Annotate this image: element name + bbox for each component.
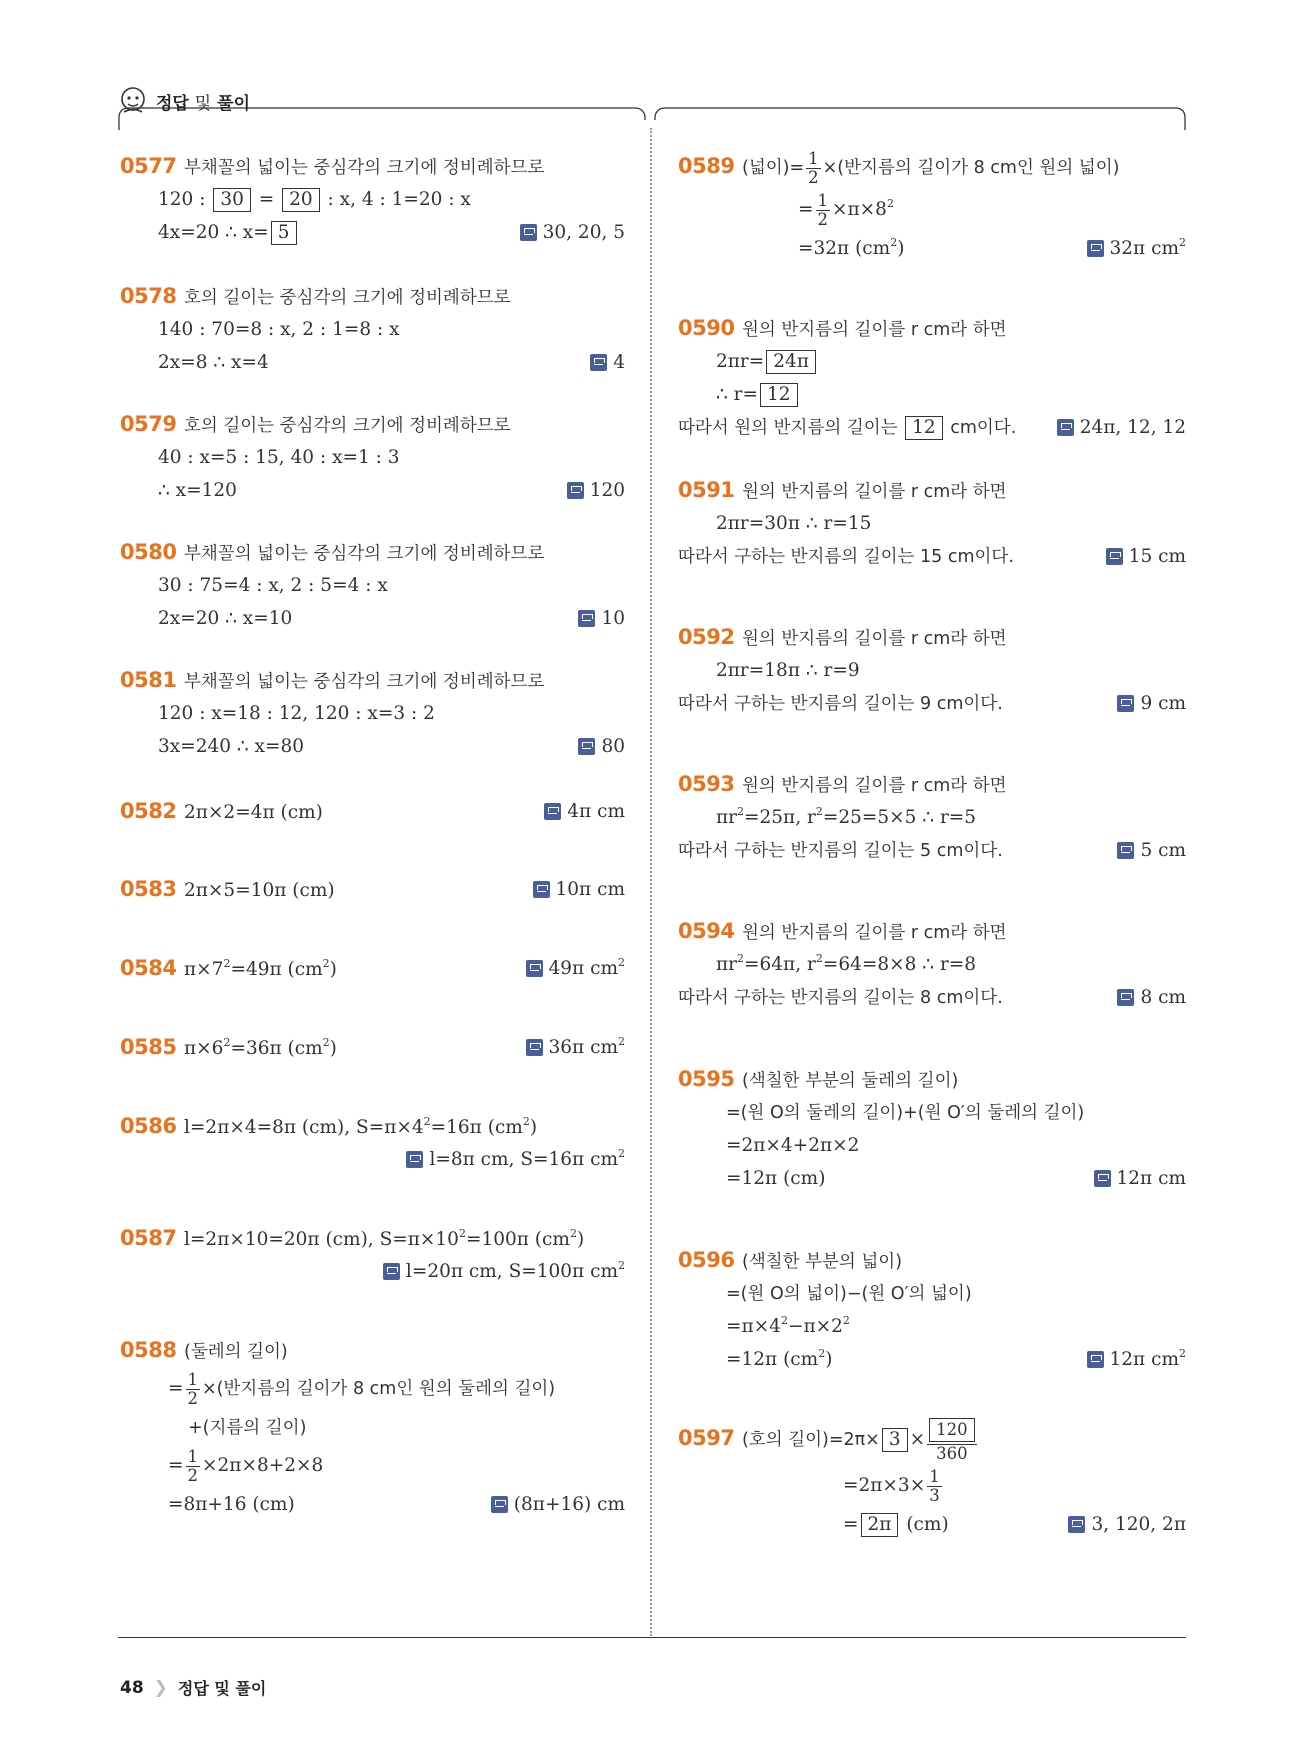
answer-icon [520, 224, 537, 241]
problem-0590 [678, 312, 1186, 444]
answer-icon [406, 1151, 423, 1168]
problem-text: 2π×2=4π (cm) [184, 802, 323, 823]
problem-0580 [120, 536, 625, 635]
problem-text: (색칠한 부분의 둘레의 길이) [742, 1071, 959, 1091]
problem-text: 호의 길이는 중심각의 크기에 정비례하므로 [184, 416, 511, 436]
fraction: $\frac{1}{2}$ [187, 1369, 199, 1408]
answer: 8 cm [1117, 981, 1186, 1014]
problem-0582 [120, 795, 625, 828]
problem-line: 120 : 30 = 20 : x, 4 : 1=20 : x [158, 189, 471, 210]
problem-text: 원의 반지름의 길이를 r cm라 하면 [742, 629, 1007, 649]
answer: l=8π cm, S=16π $cm^2$ [406, 1143, 625, 1176]
answer-icon [1117, 842, 1134, 859]
answer-icon [533, 881, 550, 898]
answer: l=20π cm, S=100π $cm^2$ [383, 1255, 625, 1288]
problem-0592 [678, 621, 1186, 720]
problem-text: $\pi\times 6^2=36\pi$ $(cm^2)$ [184, 1036, 337, 1059]
problem-number: 0587 [120, 1226, 177, 1250]
problem-number: 0593 [678, 772, 735, 796]
problem-line: $\pi r^2=25\pi$, $r^2=25=5\times 5$ ∴ r=5 [716, 805, 977, 828]
answer-icon [1117, 695, 1134, 712]
problem-line: = 2π (cm) 3, 120, 2π [678, 1508, 1186, 1541]
problem-text: 부채꼴의 넓이는 중심각의 크기에 정비례하므로 [184, 158, 545, 178]
problem-number: 0597 [678, 1426, 735, 1450]
problem-0583 [120, 873, 625, 906]
problem-line: =12π (cm) 12π cm [678, 1162, 1186, 1195]
problem-line: 따라서 구하는 반지름의 길이는 5 cm이다. 5 cm [678, 834, 1186, 867]
problem-line: 따라서 구하는 반지름의 길이는 15 cm이다. 15 cm [678, 540, 1186, 573]
answer-box: 12 [905, 416, 943, 440]
problem-line: ∴ r= 12 [678, 378, 1186, 411]
answer: 32π $cm^2$ [1087, 232, 1186, 265]
answer-icon [383, 1263, 400, 1280]
answer-icon [491, 1496, 508, 1513]
problem-line: =(원 O의 둘레의 길이)+(원 O′의 둘레의 길이) [726, 1103, 1085, 1123]
answer: 15 cm [1106, 540, 1186, 573]
answer: 3, 120, 2π [1068, 1508, 1186, 1541]
problem-number: 0582 [120, 799, 177, 823]
answer-box: 20 [282, 188, 320, 212]
problem-0581 [120, 664, 625, 763]
problem-text: 원의 반지름의 길이를 r cm라 하면 [742, 923, 1007, 943]
problem-number: 0589 [678, 154, 735, 178]
problem-line: 40 : x=5 : 15, 40 : x=1 : 3 [158, 447, 400, 468]
problem-number: 0583 [120, 877, 177, 901]
answer-icon [1068, 1516, 1085, 1533]
page-number: 48 [120, 1677, 144, 1698]
answer: 24π, 12, 12 [1057, 411, 1186, 444]
answer-icon [1117, 989, 1134, 1006]
problem-line [120, 1255, 625, 1288]
problem-number: 0591 [678, 478, 735, 502]
problem-line: +(지름의 길이) [188, 1418, 307, 1438]
problem-line: $=\pi\times 4^2-\pi\times 2^2$ [726, 1314, 850, 1337]
problem-0577 [120, 150, 625, 249]
answer-box: 120 [929, 1418, 975, 1442]
fraction: $\frac{1}{2}$ [187, 1446, 199, 1485]
answer-icon [578, 610, 595, 627]
problem-line: 2πr=18π ∴ r=9 [716, 660, 860, 681]
problem-number: 0577 [120, 154, 177, 178]
problem-0585 [120, 1031, 625, 1064]
answer: 12π cm [1094, 1162, 1186, 1195]
problem-text: $\pi\times 7^2=49\pi$ $(cm^2)$ [184, 957, 337, 980]
problem-line: ∴ x=120 120 [120, 474, 625, 507]
problem-line: $\pi r^2=64\pi$, $r^2=64=8\times 8$ ∴ r=8 [716, 952, 977, 975]
problem-number: 0584 [120, 956, 177, 980]
problem-line: =2π×3× $\frac{1}{3}$ [843, 1466, 940, 1505]
problem-number: 0586 [120, 1114, 177, 1138]
problem-0594 [678, 915, 1186, 1014]
problem-number: 0590 [678, 316, 735, 340]
problem-0587 [120, 1222, 625, 1288]
problem-line: =12π $(cm^2)$ 12π $cm^2$ [678, 1343, 1186, 1376]
problem-number: 0592 [678, 625, 735, 649]
column-divider [650, 128, 652, 1636]
problem-line: =32π $(cm^2)$ 32π $cm^2$ [678, 232, 1186, 265]
problem-line: 따라서 구하는 반지름의 길이는 9 cm이다. 9 cm [678, 687, 1186, 720]
answer-icon [1106, 548, 1123, 565]
problem-line: 따라서 구하는 반지름의 길이는 8 cm이다. 8 cm [678, 981, 1186, 1014]
problem-0579 [120, 408, 625, 507]
answer-box: 2π [861, 1513, 899, 1537]
problem-line: 3x=240 ∴ x=80 80 [120, 730, 625, 763]
problem-line: 120 : x=18 : 12, 120 : x=3 : 2 [158, 703, 435, 724]
answer: 5 cm [1117, 834, 1186, 867]
problem-number: 0588 [120, 1338, 177, 1362]
answer-box: 12 [760, 383, 798, 407]
problem-line: 140 : 70=8 : x, 2 : 1=8 : x [158, 319, 400, 340]
problem-0595 [678, 1063, 1186, 1195]
answer: 4 [590, 346, 625, 379]
problem-line [120, 1143, 625, 1176]
answer-icon [1094, 1170, 1111, 1187]
problem-line: 2πr=30π ∴ r=15 [716, 513, 872, 534]
page-title: 정답 및 풀이 [156, 93, 250, 114]
answer-box: 24π [766, 350, 816, 374]
problem-number: 0585 [120, 1035, 177, 1059]
problem-line: =2π×4+2π×2 [726, 1135, 860, 1156]
problem-line: = $\frac{1}{2}$ ×(반지름의 길이가 8 cm인 원의 둘레의 길이) [168, 1369, 556, 1408]
answer: 10 [578, 602, 625, 635]
problem-0578 [120, 280, 625, 379]
answer: 80 [578, 730, 625, 763]
answer-icon [1057, 419, 1074, 436]
problem-line: 따라서 원의 반지름의 길이는 12 cm이다. 24π, 12, 12 [678, 411, 1186, 444]
answer-icon [544, 803, 561, 820]
answer-icon [578, 738, 595, 755]
problem-text: (둘레의 길이) [184, 1342, 288, 1362]
footer-title: 정답 및 풀이 [177, 1679, 267, 1698]
problem-text: l=2π×4=8π (cm), $S=\pi\times 4^2=16\pi$ $(cm^2)$ [184, 1115, 538, 1138]
problem-0597: 0597 (호의 길이)=2π× 3 × $\frac{120}{360}$ =2π×3× $\frac{1}{3}$ = 2π (cm) 3, 120, 2π [678, 1412, 1186, 1541]
problem-number: 0580 [120, 540, 177, 564]
answer-box: 30 [213, 188, 251, 212]
answer: 120 [567, 474, 625, 507]
problem-text: l=2π×10=20π (cm), $S=\pi\times 10^2=100\pi$ $(cm^2)$ [184, 1227, 585, 1250]
problem-line: 2x=8 ∴ x=4 4 [120, 346, 625, 379]
problem-0596 [678, 1244, 1186, 1376]
answer: 4π cm [544, 795, 625, 828]
problem-line: 2πr= 24π [678, 345, 1186, 378]
problem-number: 0596 [678, 1248, 735, 1272]
answer-box: 5 [271, 221, 297, 245]
answer-icon [526, 960, 543, 977]
problem-0584 [120, 952, 625, 985]
problem-0589: 0589 (넓이)= $\frac{1}{2}$ ×(반지름의 길이가 8 cm인 원의 넓이) = $\frac{1}{2}$ $\times\pi\times 8^2$ =32π $(cm^2)$ 32π $cm^2$ [678, 144, 1186, 265]
problem-line: = $\frac{1}{2}$ ×2π×8+2×8 [168, 1446, 324, 1485]
problem-line: =8π+16 (cm) (8π+16) cm [120, 1488, 625, 1521]
answer: 9 cm [1117, 687, 1186, 720]
problem-line: 4x=20 ∴ x= 5 30, 20, 5 [120, 216, 625, 249]
answer-icon [590, 354, 607, 371]
answer-icon [567, 482, 584, 499]
answer: 30, 20, 5 [520, 216, 625, 249]
page-footer [120, 1676, 266, 1699]
problem-text: 원의 반지름의 길이를 r cm라 하면 [742, 482, 1007, 502]
problem-text: 원의 반지름의 길이를 r cm라 하면 [742, 776, 1007, 796]
problem-text: 원의 반지름의 길이를 r cm라 하면 [742, 320, 1007, 340]
answer: (8π+16) cm [491, 1488, 625, 1521]
problem-line: = $\frac{1}{2}$ $\times\pi\times 8^2$ [798, 190, 894, 229]
problem-number: 0594 [678, 919, 735, 943]
fraction: $\frac{1}{2}$ [817, 190, 829, 229]
problem-0591 [678, 474, 1186, 573]
problem-0593 [678, 768, 1186, 867]
fraction: $\frac{1}{2}$ [808, 148, 819, 187]
answer-box: 3 [882, 1428, 908, 1452]
answer: 49π $cm^2$ [526, 952, 625, 985]
fraction: $\frac{1}{3}$ [929, 1466, 940, 1505]
problem-0586 [120, 1110, 625, 1176]
problem-text: 호의 길이는 중심각의 크기에 정비례하므로 [184, 288, 511, 308]
problem-text: 부채꼴의 넓이는 중심각의 크기에 정비례하므로 [184, 544, 545, 564]
problem-number: 0578 [120, 284, 177, 308]
answer-icon [1087, 1351, 1104, 1368]
problem-number: 0579 [120, 412, 177, 436]
problem-line: =(원 O의 넓이)−(원 O′의 넓이) [726, 1284, 972, 1304]
problem-0588 [120, 1334, 625, 1521]
problem-text: 부채꼴의 넓이는 중심각의 크기에 정비례하므로 [184, 672, 545, 692]
answer: 36π $cm^2$ [526, 1031, 625, 1064]
answer-icon [526, 1039, 543, 1056]
answer: 12π $cm^2$ [1087, 1343, 1186, 1376]
bottom-rule [118, 1637, 1186, 1638]
problem-text: (색칠한 부분의 넓이) [742, 1252, 903, 1272]
problem-number: 0581 [120, 668, 177, 692]
problem-text: 2π×5=10π (cm) [184, 880, 335, 901]
problem-line: 30 : 75=4 : x, 2 : 5=4 : x [158, 575, 388, 596]
fraction: $\frac{120}{360}$ [927, 1418, 977, 1463]
chevron-right-icon: ❯ [153, 1677, 168, 1698]
problem-number: 0595 [678, 1067, 735, 1091]
answer: 10π cm [533, 873, 625, 906]
answer-icon [1087, 240, 1104, 257]
problem-line: 2x=20 ∴ x=10 10 [120, 602, 625, 635]
